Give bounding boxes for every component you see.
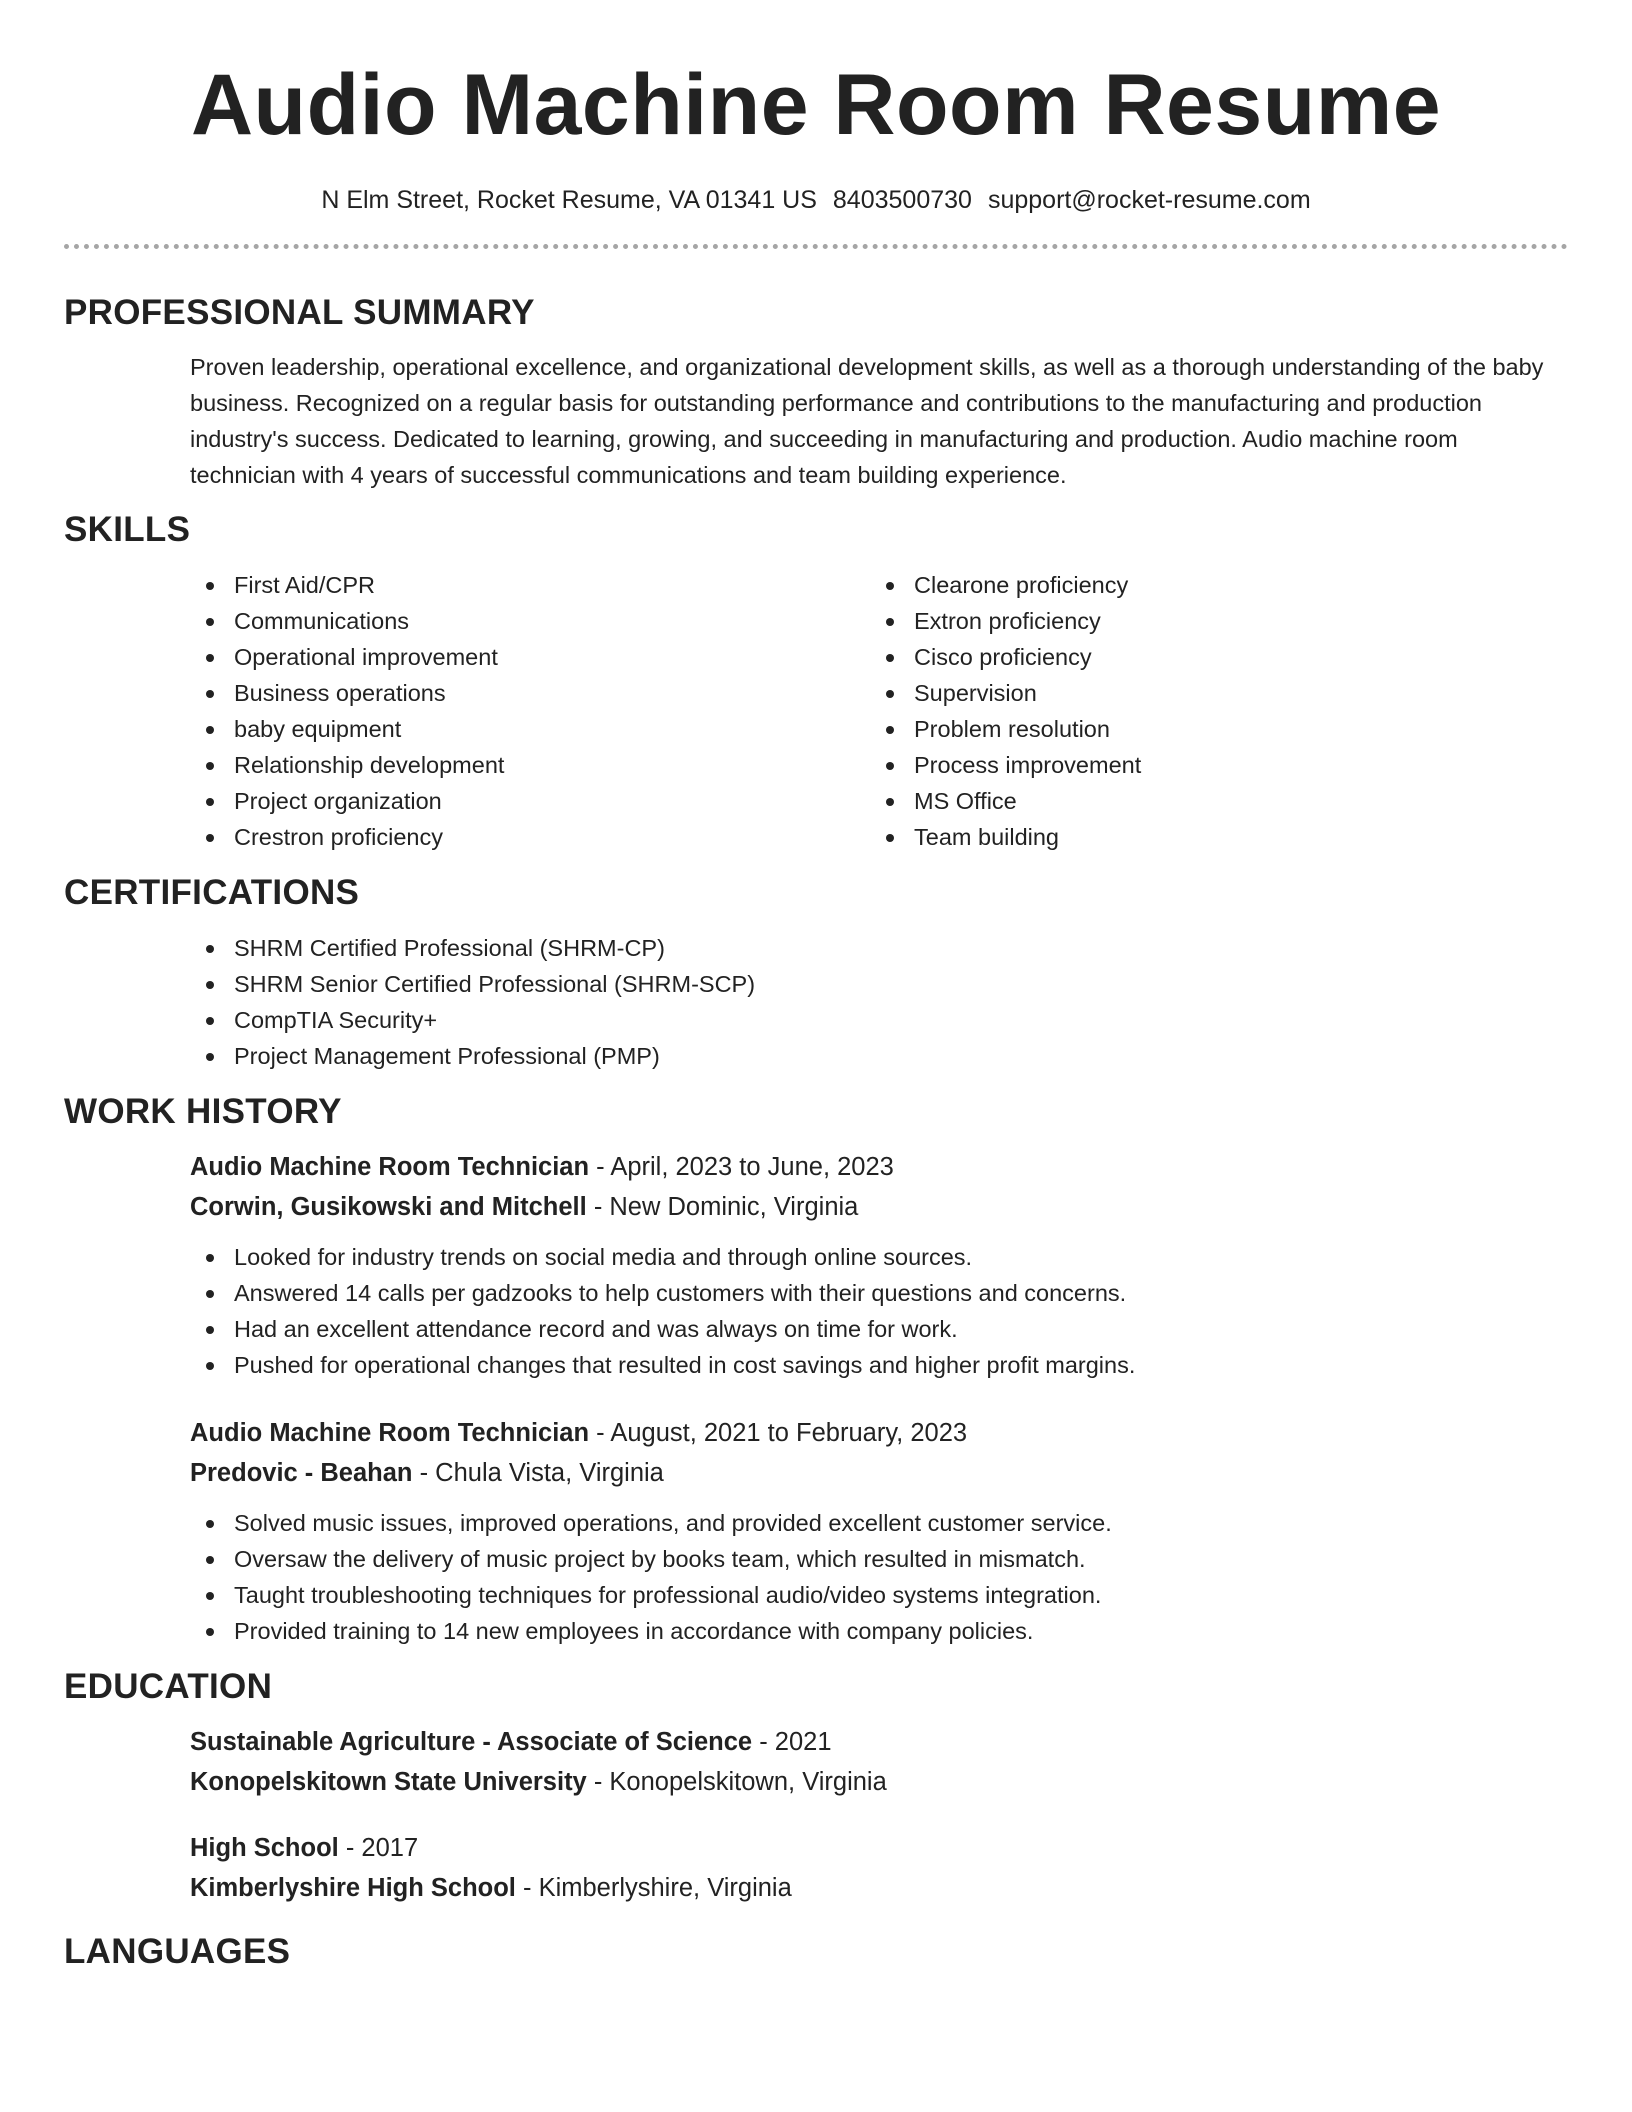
work-history-section — [64, 1091, 1568, 1649]
skill-item: Extron proficiency — [870, 603, 1550, 639]
job-bullet: Oversaw the delivery of music project by books team, which resulted in mismatch. — [190, 1541, 1568, 1577]
skill-item: Project organization — [190, 783, 870, 819]
school-name: Konopelskitown State University — [190, 1768, 587, 1796]
skills-column-left — [190, 567, 870, 855]
education-entry — [190, 1828, 1568, 1908]
skill-item: Cisco proficiency — [870, 639, 1550, 675]
skill-item: Operational improvement — [190, 639, 870, 675]
skill-item: Team building — [870, 819, 1550, 855]
languages-section — [64, 1931, 1568, 1973]
education-heading: EDUCATION — [64, 1667, 273, 1706]
school-location: - Kimberlyshire, Virginia — [515, 1874, 792, 1902]
job-bullets — [190, 1505, 1568, 1649]
job-title-line — [190, 1413, 1568, 1453]
degree-name: Sustainable Agriculture - Associate of Science — [190, 1728, 753, 1756]
job-bullet: Taught troubleshooting techniques for professional audio/video systems integration. — [190, 1577, 1568, 1613]
skills-section — [64, 509, 1568, 855]
job-company: Corwin, Gusikowski and Mitchell — [190, 1193, 587, 1221]
skill-item: Relationship development — [190, 747, 870, 783]
job-bullets — [190, 1239, 1568, 1383]
contact-phone: 8403500730 — [832, 186, 972, 214]
job-company-line — [190, 1453, 1568, 1493]
skill-item: Crestron proficiency — [190, 819, 870, 855]
skill-item: Supervision — [870, 675, 1550, 711]
header-divider — [64, 244, 1568, 249]
certifications-heading: CERTIFICATIONS — [64, 873, 360, 912]
degree-line — [190, 1828, 1568, 1868]
job-title-line — [190, 1147, 1568, 1187]
skill-item: baby equipment — [190, 711, 870, 747]
school-location: - Konopelskitown, Virginia — [586, 1768, 887, 1796]
job-bullet: Answered 14 calls per gadzooks to help customers with their questions and concerns. — [190, 1275, 1568, 1311]
degree-year: - 2017 — [338, 1834, 419, 1862]
school-line — [190, 1868, 1568, 1908]
skills-column-right — [870, 567, 1550, 855]
job-role: Audio Machine Room Technician — [190, 1153, 590, 1181]
skill-item: Clearone proficiency — [870, 567, 1550, 603]
degree-line — [190, 1722, 1568, 1762]
certification-item: Project Management Professional (PMP) — [190, 1038, 1568, 1074]
skill-item: Business operations — [190, 675, 870, 711]
job-bullet: Had an excellent attendance record and was always on time for work. — [190, 1311, 1568, 1347]
skills-heading: SKILLS — [64, 510, 191, 549]
certifications-section — [64, 872, 1568, 1074]
summary-section — [64, 292, 1568, 493]
skill-item: Communications — [190, 603, 870, 639]
job-company-line — [190, 1187, 1568, 1227]
education-entry — [190, 1722, 1568, 1802]
education-section — [64, 1666, 1568, 1908]
certification-item: CompTIA Security+ — [190, 1002, 1568, 1038]
resume-title: Audio Machine Room Resume — [190, 57, 1442, 153]
certification-item: SHRM Senior Certified Professional (SHRM-SCP) — [190, 966, 1568, 1002]
job-dates: - April, 2023 to June, 2023 — [589, 1153, 894, 1181]
degree-year: - 2021 — [752, 1728, 832, 1756]
job-company: Predovic - Beahan — [190, 1459, 413, 1487]
skill-item: Process improvement — [870, 747, 1550, 783]
school-name: Kimberlyshire High School — [190, 1874, 516, 1902]
job-bullet: Pushed for operational changes that resulted in cost savings and higher profit margins. — [190, 1347, 1568, 1383]
work-history-heading: WORK HISTORY — [64, 1092, 342, 1131]
job-dates: - August, 2021 to February, 2023 — [589, 1419, 968, 1447]
languages-heading: LANGUAGES — [64, 1932, 291, 1971]
contact-email[interactable]: support@rocket-resume.com — [987, 186, 1311, 214]
job-role: Audio Machine Room Technician — [190, 1419, 590, 1447]
certification-item: SHRM Certified Professional (SHRM-CP) — [190, 930, 1568, 966]
job-bullet: Looked for industry trends on social media and through online sources. — [190, 1239, 1568, 1275]
summary-text: Proven leadership, operational excellence, and organizational development skills, as well as a thorough understanding of the baby business. Recognized on a regular basis for outstanding performance and contributions to the manufacturing and production industry's success. Dedicated to learning, growing, and succeeding in manufacturing and production. Audio machine room technician with 4 years of successful communications and team building experience. — [190, 354, 1544, 488]
certifications-list-wrap — [190, 930, 1568, 1074]
degree-name: High School — [190, 1834, 339, 1862]
job-bullet: Provided training to 14 new employees in accordance with company policies. — [190, 1613, 1568, 1649]
job-location: - New Dominic, Virginia — [586, 1193, 859, 1221]
skill-item: MS Office — [870, 783, 1550, 819]
resume-page — [64, 0, 1568, 1973]
job-entry — [190, 1147, 1568, 1383]
skill-item: First Aid/CPR — [190, 567, 870, 603]
skills-columns — [190, 567, 1568, 855]
job-location: - Chula Vista, Virginia — [412, 1459, 664, 1487]
job-bullet: Solved music issues, improved operations, and provided excellent customer service. — [190, 1505, 1568, 1541]
skill-item: Problem resolution — [870, 711, 1550, 747]
school-line — [190, 1762, 1568, 1802]
job-entry — [190, 1413, 1568, 1649]
contact-address: N Elm Street, Rocket Resume, VA 01341 US — [321, 186, 817, 214]
summary-heading: PROFESSIONAL SUMMARY — [64, 293, 535, 332]
contact-line — [64, 183, 1568, 217]
